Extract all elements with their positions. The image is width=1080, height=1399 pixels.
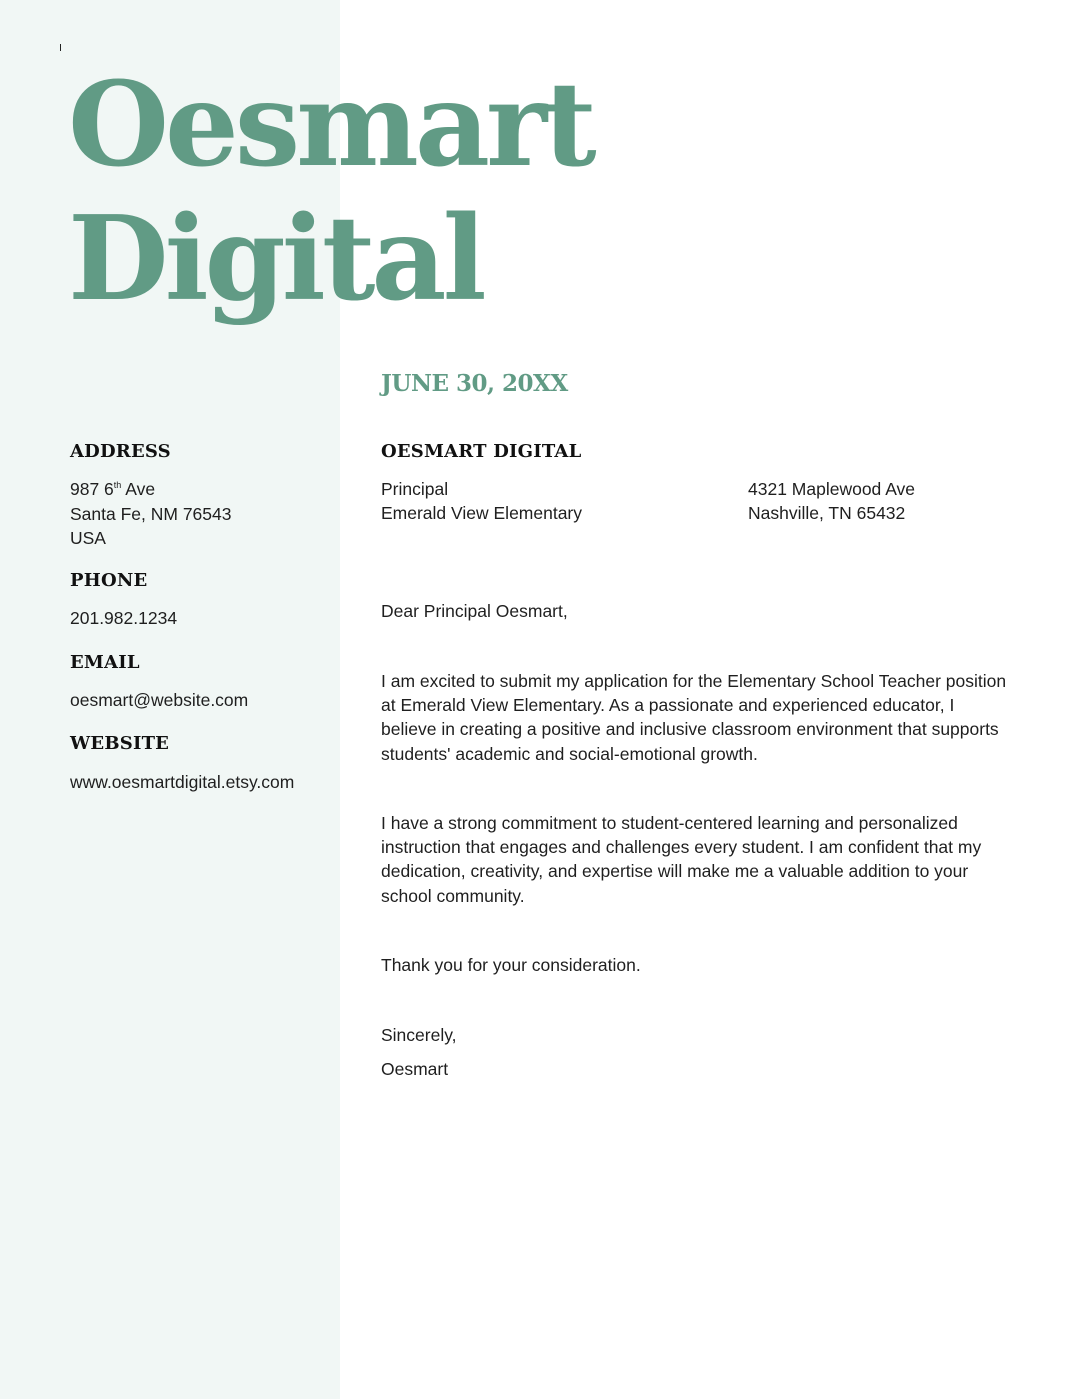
address-street-number: 987 6 (70, 479, 114, 499)
recipient-organization: Emerald View Elementary (381, 503, 583, 524)
website-value: www.oesmartdigital.etsy.com (70, 772, 295, 792)
letter-date: JUNE 30, 20XX (381, 370, 568, 397)
recipient-heading: OESMART DIGITAL (381, 441, 582, 462)
address-heading: ADDRESS (70, 441, 171, 462)
recipient-address-line-1: 4321 Maplewood Ave (748, 479, 916, 499)
letter-paragraph-2: I have a strong commitment to student-centered learning and personalized instruction that engages and challenges every student. I am confident that my dedication, creativity, and expertise will make me a valuable addition to your school community. (381, 813, 982, 906)
address-city: Santa Fe, NM 76543 (70, 503, 232, 524)
address-country: USA (70, 528, 106, 548)
address-street-rest: Ave (121, 479, 156, 499)
letter-closing: Sincerely, (381, 1025, 457, 1045)
recipient-address (748, 477, 915, 525)
recipient-info (381, 477, 582, 525)
letter-paragraph-1: I am excited to submit my application for the Elementary School Teacher position at Emerald View Elementary. As a passionate and experienced educator, I believe in creating a positive and inclusive classroom environment that supports students' academic and social-emotional growth. (381, 671, 1007, 764)
recipient-address-line-2: Nashville, TN 65432 (748, 503, 906, 524)
company-name-line-1: Oesmart (68, 57, 593, 193)
company-name-line-2: Digital (68, 191, 483, 327)
website-heading: WEBSITE (70, 733, 170, 754)
address-block (70, 477, 231, 551)
email-value: oesmart@website.com (70, 690, 249, 710)
company-name-title (68, 58, 593, 326)
phone-value: 201.982.1234 (70, 608, 178, 628)
letter-salutation: Dear Principal Oesmart, (381, 601, 568, 621)
address-street (70, 477, 231, 502)
email-heading: EMAIL (70, 652, 140, 673)
recipient-title: Principal (381, 479, 449, 499)
letter-thanks: Thank you for your consideration. (381, 955, 641, 975)
text-cursor-mark (60, 44, 61, 51)
phone-heading: PHONE (70, 570, 148, 591)
letter-signature: Oesmart (381, 1059, 449, 1079)
address-street-suffix: th (113, 480, 122, 490)
